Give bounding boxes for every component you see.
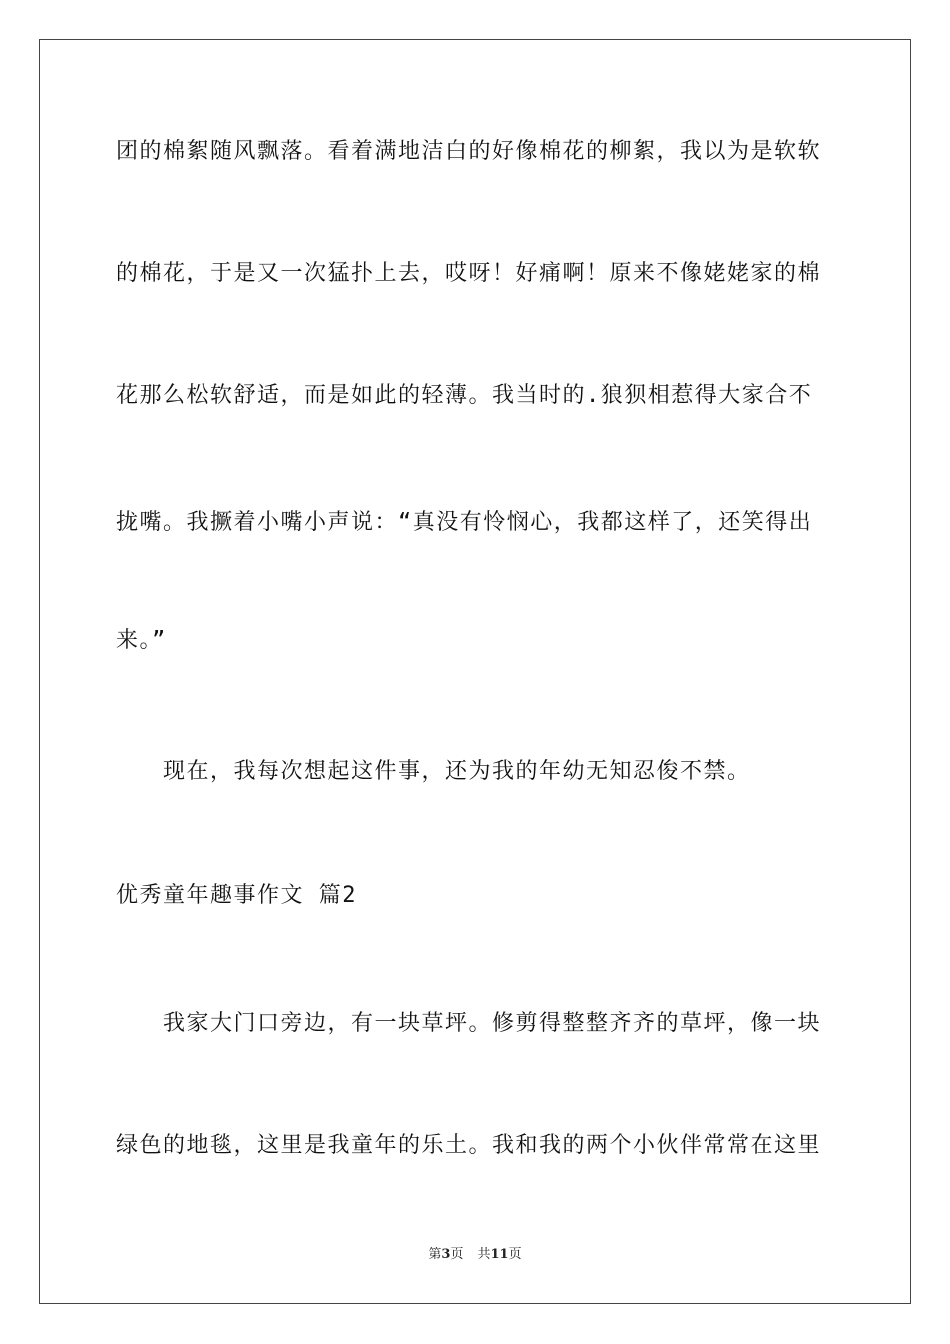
footer-total-suffix: 页 bbox=[508, 1247, 522, 1262]
body-line-indented: 现在，我每次想起这件事，还为我的年幼无知忍俊不禁。 bbox=[163, 759, 751, 784]
body-line: 拢嘴。我撅着小嘴小声说：“真没有怜悯心，我都这样了，还笑得出 bbox=[116, 510, 813, 535]
body-line: 的棉花，于是又一次猛扑上去，哎呀！好痛啊！原来不像姥姥家的棉 bbox=[116, 261, 822, 286]
page-border bbox=[39, 39, 911, 1304]
body-line-indented: 我家大门口旁边，有一块草坪。修剪得整整齐齐的草坪，像一块 bbox=[163, 1011, 822, 1036]
body-line: 团的棉絮随风飘落。看着满地洁白的好像棉花的柳絮，我以为是软软 bbox=[116, 139, 822, 164]
footer-page-current: 3 bbox=[441, 1247, 451, 1262]
page-footer bbox=[0, 1246, 950, 1264]
body-line: 绿色的地毯，这里是我童年的乐土。我和我的两个小伙伴常常在这里 bbox=[116, 1133, 822, 1158]
body-line: 来。” bbox=[116, 628, 167, 653]
body-line: 花那么松软舒适，而是如此的轻薄。我当时的.狼狈相惹得大家合不 bbox=[116, 383, 813, 408]
footer-page-prefix: 第 bbox=[428, 1247, 442, 1262]
section-heading: 优秀童年趣事作文 篇2 bbox=[116, 883, 357, 908]
footer-total-prefix: 共 bbox=[477, 1247, 491, 1262]
footer-page-suffix: 页 bbox=[450, 1247, 464, 1262]
footer-page-total: 11 bbox=[490, 1247, 509, 1262]
